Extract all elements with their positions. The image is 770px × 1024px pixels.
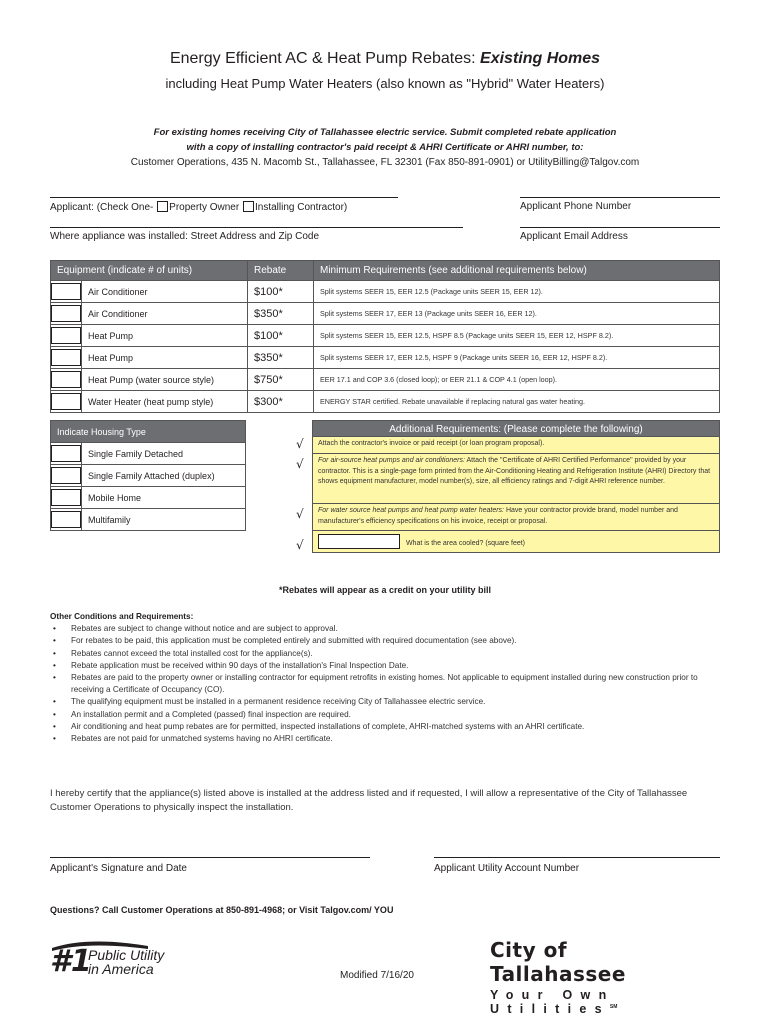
title-emphasis: Existing Homes <box>480 50 601 67</box>
check-mark-icon: √ <box>296 457 304 471</box>
rebate-column-header: Rebate <box>248 261 314 281</box>
list-item: • Rebates cannot exceed the total installed cost for the appliance(s). <box>50 648 720 660</box>
page-title <box>0 50 770 68</box>
intro-line-3: Customer Operations, 435 N. Macomb St., Tallahassee, FL 32301 (Fax 850-891-0901) or UtilityBilling@Talgov.com <box>130 157 640 168</box>
email-label: Applicant Email Address <box>520 231 628 242</box>
water-source-emphasis: For water source heat pumps and heat pump water heaters: <box>318 507 504 514</box>
applicant-label-prefix: Applicant: (Check One- <box>50 202 157 213</box>
requirement-text: Split systems SEER 15, EER 12.5, HSPF 8.5 (Package units SEER 15, EER 12, HSPF 8.2). <box>314 325 720 347</box>
intro-text <box>0 125 770 170</box>
list-item: • Air conditioning and heat pump rebates are for permitted, inspected installations of complete, AHRI-matched systems with an AHRI certificate. <box>50 721 720 733</box>
equipment-name: Heat Pump <box>82 347 248 369</box>
requirement-text: ENERGY STAR certified. Rebate unavailable if replacing natural gas water heating. <box>314 391 720 413</box>
rebate-amount: $350* <box>248 347 314 369</box>
units-input[interactable] <box>51 347 82 369</box>
tagline <box>490 988 710 1016</box>
equipment-header-row <box>51 261 720 281</box>
units-box[interactable] <box>51 371 81 388</box>
housing-box[interactable] <box>51 445 81 462</box>
requirements-column-header: Minimum Requirements (see additional requirements below) <box>314 261 720 281</box>
table-row <box>51 281 720 303</box>
additional-requirements <box>312 420 720 553</box>
address-label: Where appliance was installed: Street Address and Zip Code <box>50 231 320 242</box>
check-mark-icon: √ <box>296 507 304 521</box>
list-item: • An installation permit and a Completed (passed) final inspection are required. <box>50 709 720 721</box>
logo-line-2: in America <box>88 961 154 977</box>
housing-option-label: Single Family Attached (duplex) <box>82 465 246 487</box>
installing-contractor-checkbox[interactable] <box>243 201 254 212</box>
units-input[interactable] <box>51 391 82 413</box>
rebate-amount: $750* <box>248 369 314 391</box>
housing-box[interactable] <box>51 489 81 506</box>
list-item: • Rebates are subject to change without notice and are subject to approval. <box>50 623 720 635</box>
units-input[interactable] <box>51 281 82 303</box>
rebate-amount: $350* <box>248 303 314 325</box>
list-item <box>51 487 246 509</box>
rebate-amount: $100* <box>248 281 314 303</box>
list-item <box>51 509 246 531</box>
property-owner-label: Property Owner <box>169 202 240 213</box>
table-row <box>51 303 720 325</box>
housing-header-row <box>51 421 246 443</box>
units-box[interactable] <box>51 305 81 322</box>
ahri-emphasis: For air-source heat pumps and air conditioners: <box>318 457 465 464</box>
phone-label: Applicant Phone Number <box>520 201 632 212</box>
applicant-name-line[interactable] <box>50 197 398 198</box>
city-name: City of Tallahassee <box>490 938 626 986</box>
account-number-label: Applicant Utility Account Number <box>434 863 580 874</box>
housing-checkbox[interactable] <box>51 443 82 465</box>
requirement-text: EER 17.1 and COP 3.6 (closed loop); or EER 21.1 & COP 4.1 (open loop). <box>314 369 720 391</box>
equipment-name: Heat Pump (water source style) <box>82 369 248 391</box>
area-cooled-input[interactable] <box>318 534 400 549</box>
conditions-list <box>50 623 720 745</box>
account-number-line[interactable] <box>434 857 720 858</box>
list-item: • For rebates to be paid, this application must be completed entirely and submitted with required documentation (see above). <box>50 635 720 647</box>
list-item: • Rebate application must be received within 90 days of the installation's Final Inspection Date. <box>50 660 720 672</box>
units-input[interactable] <box>51 325 82 347</box>
installing-contractor-label: Installing Contractor) <box>254 202 348 213</box>
table-row <box>51 369 720 391</box>
requirement-text: Split systems SEER 17, EER 12.5, HSPF 9 (Package units SEER 16, EER 12, HSPF 8.2). <box>314 347 720 369</box>
signature-label: Applicant's Signature and Date <box>50 863 187 874</box>
housing-checkbox[interactable] <box>51 487 82 509</box>
water-source-text: Have your contractor provide brand, model number and manufacturer's efficiency specifications on his invoice, receipt or proposal. <box>318 507 678 525</box>
requirement-text: Split systems SEER 15, EER 12.5 (Package units SEER 15, EER 12). <box>314 281 720 303</box>
area-cooled-label: What is the area cooled? (square feet) <box>405 540 526 547</box>
additional-row-area <box>312 531 720 553</box>
check-mark-icon: √ <box>296 437 304 451</box>
title-main: Energy Efficient AC & Heat Pump Rebates: <box>169 50 481 67</box>
housing-option-label: Multifamily <box>82 509 246 531</box>
address-line[interactable] <box>50 227 463 228</box>
units-input[interactable] <box>51 369 82 391</box>
list-item <box>51 443 246 465</box>
additional-row-water-source <box>312 504 720 531</box>
rebate-amount: $300* <box>248 391 314 413</box>
housing-header: Indicate Housing Type <box>51 421 246 443</box>
signature-line[interactable] <box>50 857 370 858</box>
units-box[interactable] <box>51 327 81 344</box>
certification-text: I hereby certify that the appliance(s) listed above is installed at the address listed and if requested, I will allow a representative of the City of Tallahassee Customer Operations to physically inspect the installation. <box>50 788 688 813</box>
units-box[interactable] <box>51 283 81 300</box>
email-line[interactable] <box>520 227 720 228</box>
list-item: • The qualifying equipment must be installed in a permanent residence receiving City of Tallahassee electric service. <box>50 696 720 708</box>
equipment-name: Air Conditioner <box>82 281 248 303</box>
service-mark: SM <box>609 1003 618 1010</box>
ahri-text: Attach the "Certificate of AHRI Certified Performance" provided by your contractor. This is a single-page form printed from the Air-Conditioning Heating and Refrigeration Institute (AHRI) Directory that shows equipment manufacturer, model number(s), size, all efficiency ratings and 7-digit AHRI reference number. <box>318 457 711 485</box>
conditions <box>50 611 720 745</box>
housing-checkbox[interactable] <box>51 465 82 487</box>
additional-row-receipt: Attach the contractor's invoice or paid receipt (or loan program proposal). <box>312 437 720 454</box>
list-item <box>51 465 246 487</box>
additional-header: Additional Requirements: (Please complete the following) <box>312 420 720 437</box>
city-logo <box>490 938 710 1016</box>
logo-line-1: Public Utility <box>88 947 165 963</box>
logo-number: #1 <box>50 944 92 979</box>
equipment-name: Water Heater (heat pump style) <box>82 391 248 413</box>
table-row <box>51 347 720 369</box>
units-input[interactable] <box>51 303 82 325</box>
rebate-amount: $100* <box>248 325 314 347</box>
rebate-note: *Rebates will appear as a credit on your utility bill <box>278 585 492 595</box>
modified-date: Modified 7/16/20 <box>340 970 414 981</box>
housing-option-label: Single Family Detached <box>82 443 246 465</box>
intro-line-1: For existing homes receiving City of Tallahassee electric service. Submit completed rebate application <box>153 127 617 138</box>
housing-box[interactable] <box>51 511 81 528</box>
property-owner-checkbox[interactable] <box>157 201 168 212</box>
housing-option-label: Mobile Home <box>82 487 246 509</box>
tagline-text: Your Own Utilities <box>490 988 615 1016</box>
housing-table <box>50 420 246 531</box>
phone-line[interactable] <box>520 197 720 198</box>
units-box[interactable] <box>51 393 81 410</box>
public-utility-logo <box>48 938 178 988</box>
equipment-name: Heat Pump <box>82 325 248 347</box>
units-box[interactable] <box>51 349 81 366</box>
list-item: • Rebates are paid to the property owner or installing contractor for equipment retrofits in existing homes. Not applicable to equipment installed during new construction prior to receiving a Certificate of Occupancy (CO). <box>50 672 720 696</box>
logo-text <box>88 948 164 976</box>
applicant-label <box>50 201 347 213</box>
housing-checkbox[interactable] <box>51 509 82 531</box>
questions-text: Questions? Call Customer Operations at 850-891-4968; or Visit Talgov.com/ YOU <box>50 905 394 915</box>
table-row <box>51 391 720 413</box>
conditions-heading: Other Conditions and Requirements: <box>50 612 194 621</box>
equipment-table <box>50 260 720 413</box>
housing-box[interactable] <box>51 467 81 484</box>
table-row <box>51 325 720 347</box>
page-subtitle: including Heat Pump Water Heaters (also known as "Hybrid" Water Heaters) <box>165 76 605 91</box>
check-mark-icon: √ <box>296 538 304 552</box>
equipment-name: Air Conditioner <box>82 303 248 325</box>
list-item: • Rebates are not paid for unmatched systems having no AHRI certificate. <box>50 733 720 745</box>
equipment-column-header: Equipment (indicate # of units) <box>51 261 248 281</box>
intro-line-2: with a copy of installing contractor's paid receipt & AHRI Certificate or AHRI number, to: <box>186 142 584 153</box>
additional-row-ahri <box>312 454 720 504</box>
requirement-text: Split systems SEER 17, EER 13 (Package units SEER 16, EER 12). <box>314 303 720 325</box>
